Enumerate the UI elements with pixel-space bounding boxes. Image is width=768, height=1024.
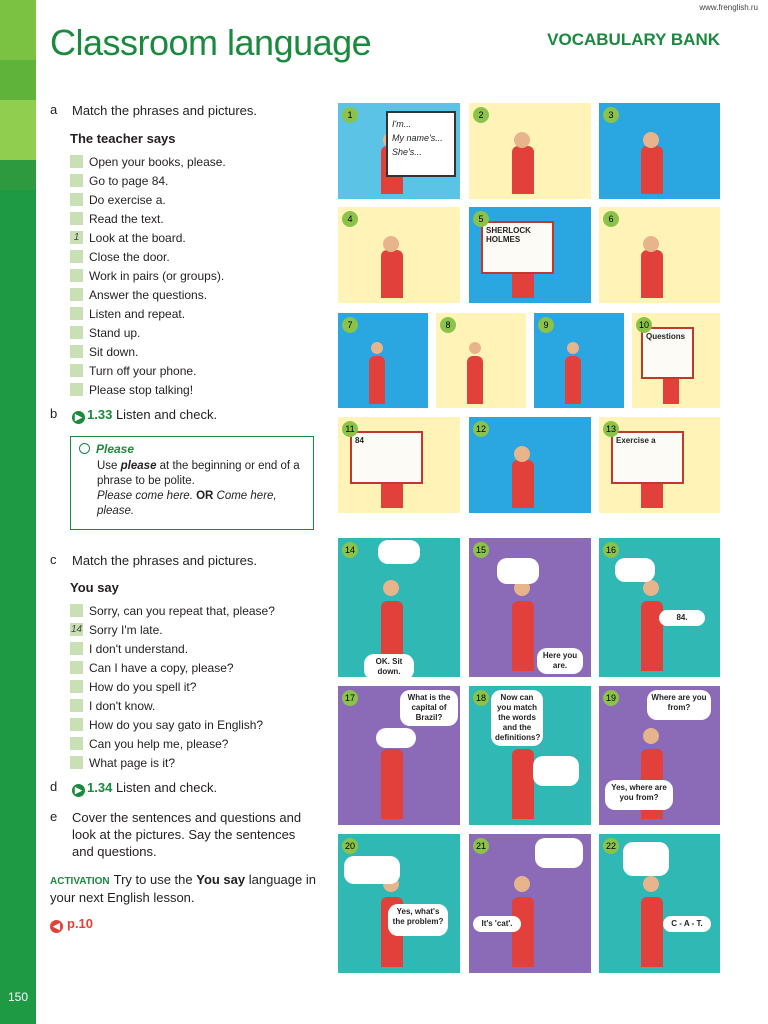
answer-box[interactable] xyxy=(70,604,83,617)
phrase-text: Listen and repeat. xyxy=(89,306,186,321)
audio-track-button[interactable] xyxy=(72,407,112,422)
picture-panel[interactable] xyxy=(599,834,720,973)
tip-text: Use xyxy=(97,460,121,472)
person-head xyxy=(643,132,659,148)
picture-panel[interactable] xyxy=(338,313,428,408)
picture-panel[interactable] xyxy=(469,686,591,825)
audio-track-number: 1.33 xyxy=(87,407,113,422)
phrase-text: Do exercise a. xyxy=(89,192,166,207)
phrase-text: Please stop talking! xyxy=(89,382,194,397)
picture-number: 21 xyxy=(473,838,489,854)
person-head xyxy=(514,876,530,892)
person-figure xyxy=(565,356,581,404)
picture-number: 22 xyxy=(603,838,619,854)
board-line: She's... xyxy=(392,147,422,157)
tip-or: OR xyxy=(192,490,217,502)
phrase-text: Sorry I'm late. xyxy=(89,622,163,637)
person-head xyxy=(514,446,530,462)
speech-bubble: Here you are. xyxy=(537,648,583,674)
phrase-text: Look at the board. xyxy=(89,230,186,245)
speaker-icon: ▶ xyxy=(72,411,85,424)
phrase-text: Can you help me, please? xyxy=(89,736,229,751)
speech-bubble xyxy=(615,558,655,582)
speech-bubble xyxy=(378,540,420,564)
arrow-left-icon: ◀ xyxy=(50,920,63,933)
phrase-item xyxy=(70,171,226,190)
person-head xyxy=(383,580,399,596)
book: SHERLOCK HOLMES xyxy=(481,221,554,274)
answer-box[interactable] xyxy=(70,642,83,655)
person-figure xyxy=(512,601,534,671)
phrase-text: Open your books, please. xyxy=(89,154,226,169)
picture-panel[interactable] xyxy=(599,417,720,513)
phrase-item xyxy=(70,209,226,228)
phrase-text: Sorry, can you repeat that, please? xyxy=(89,603,275,618)
tip-title: Please xyxy=(96,442,135,456)
section-letter: b xyxy=(50,406,58,421)
book: 84 xyxy=(350,431,423,484)
board-line: I'm... xyxy=(392,119,412,129)
picture-panel[interactable] xyxy=(338,538,460,677)
answer-box[interactable] xyxy=(70,212,83,225)
picture-number: 5 xyxy=(473,211,489,227)
phrase-text: What page is it? xyxy=(89,755,176,770)
answer-box[interactable] xyxy=(70,155,83,168)
phrase-text: Work in pairs (or groups). xyxy=(89,268,225,283)
picture-panel[interactable] xyxy=(534,313,624,408)
activation-text: language in your next English lesson. xyxy=(50,872,316,905)
phrase-item xyxy=(70,753,275,772)
picture-number: 19 xyxy=(603,690,619,706)
answer-box[interactable] xyxy=(70,288,83,301)
phrase-item xyxy=(70,639,275,658)
answer-box[interactable] xyxy=(70,680,83,693)
person-figure xyxy=(641,897,663,967)
page-reference-link[interactable] xyxy=(50,916,93,933)
person-figure xyxy=(641,250,663,298)
speech-bubble: Where are you from? xyxy=(647,690,711,720)
phrase-text: I don't know. xyxy=(89,698,156,713)
section-instruction: Match the phrases and pictures. xyxy=(72,103,257,118)
speech-bubble xyxy=(344,856,400,884)
answer-box[interactable] xyxy=(70,661,83,674)
phrase-item xyxy=(70,715,275,734)
picture-number: 9 xyxy=(538,317,554,333)
speech-bubble: 84. xyxy=(659,610,705,626)
picture-number: 15 xyxy=(473,542,489,558)
activation-note xyxy=(50,872,320,906)
speech-bubble: Now can you match the words and the definitions? xyxy=(491,690,543,746)
section-letter: a xyxy=(50,102,58,117)
board-line: My name's... xyxy=(392,133,443,143)
phrase-item xyxy=(70,190,226,209)
activation-bold: You say xyxy=(196,872,246,887)
picture-number: 3 xyxy=(603,107,619,123)
picture-number: 1 xyxy=(342,107,358,123)
picture-number: 18 xyxy=(473,690,489,706)
picture-number: 4 xyxy=(342,211,358,227)
person-head xyxy=(567,342,579,354)
picture-panel[interactable] xyxy=(469,538,591,677)
tip-example: Please come here. xyxy=(97,490,193,502)
picture-panel[interactable] xyxy=(599,103,720,199)
tip-text: at the beginning or end of a phrase to be polite. xyxy=(97,460,300,487)
picture-number: 10 xyxy=(636,317,652,333)
phrase-item xyxy=(70,677,275,696)
person-figure xyxy=(512,897,534,967)
answer-box[interactable] xyxy=(70,718,83,731)
person-head xyxy=(371,342,383,354)
picture-panel[interactable] xyxy=(599,686,720,825)
answer-box[interactable] xyxy=(70,269,83,282)
section-letter: e xyxy=(50,809,58,824)
picture-number: 2 xyxy=(473,107,489,123)
section-instruction: Listen and check. xyxy=(115,780,218,795)
answer-box[interactable] xyxy=(70,345,83,358)
picture-number: 17 xyxy=(342,690,358,706)
whiteboard xyxy=(386,111,456,177)
student-phrases-list xyxy=(70,601,275,772)
picture-number: 16 xyxy=(603,542,619,558)
answer-box[interactable] xyxy=(70,326,83,339)
picture-number: 7 xyxy=(342,317,358,333)
activation-text: Try to use the xyxy=(113,872,197,887)
magnifier-icon xyxy=(79,443,90,454)
section-instruction: Listen and check. xyxy=(115,407,218,422)
person-head xyxy=(469,342,481,354)
picture-number: 13 xyxy=(603,421,619,437)
section-instruction: Match the phrases and pictures. xyxy=(72,553,257,568)
answer-box[interactable] xyxy=(70,174,83,187)
answer-box[interactable]: 1 xyxy=(70,231,83,244)
phrase-text: How do you say gato in English? xyxy=(89,717,264,732)
person-figure xyxy=(381,749,403,819)
phrase-item xyxy=(70,658,275,677)
person-figure xyxy=(467,356,483,404)
picture-panel[interactable] xyxy=(599,538,720,677)
speech-bubble: It's 'cat'. xyxy=(473,916,521,932)
teacher-phrases-list xyxy=(70,152,226,399)
phrase-text: Answer the questions. xyxy=(89,287,208,302)
vocabulary-bank-label: VOCABULARY BANK xyxy=(547,30,720,49)
section-letter: c xyxy=(50,552,57,567)
page-title: Classroom language xyxy=(50,22,372,63)
answer-box[interactable] xyxy=(70,737,83,750)
phrase-text: Can I have a copy, please? xyxy=(89,660,234,675)
person-figure xyxy=(512,460,534,508)
answer-box[interactable] xyxy=(70,756,83,769)
picture-panel[interactable] xyxy=(632,313,720,408)
picture-panel[interactable] xyxy=(338,103,460,199)
person-head xyxy=(643,236,659,252)
speech-bubble xyxy=(533,756,579,786)
picture-number: 20 xyxy=(342,838,358,854)
book: Questions xyxy=(641,327,694,379)
picture-panel[interactable] xyxy=(338,834,460,973)
picture-panel[interactable] xyxy=(469,417,591,513)
phrase-text: Read the text. xyxy=(89,211,164,226)
phrase-item xyxy=(70,266,226,285)
phrase-text: Go to page 84. xyxy=(89,173,169,188)
person-figure xyxy=(641,146,663,194)
phrase-text: Close the door. xyxy=(89,249,170,264)
picture-number: 12 xyxy=(473,421,489,437)
phrase-item xyxy=(70,285,226,304)
phrase-item xyxy=(70,152,226,171)
phrase-text: I don't understand. xyxy=(89,641,189,656)
page-reference: p.10 xyxy=(67,916,94,931)
speech-bubble xyxy=(497,558,539,584)
person-figure xyxy=(369,356,385,404)
speech-bubble: What is the capital of Brazil? xyxy=(400,690,458,726)
phrase-text: Sit down. xyxy=(89,344,139,359)
picture-number: 6 xyxy=(603,211,619,227)
green-side-band xyxy=(0,0,36,1024)
phrase-item xyxy=(70,361,226,380)
phrase-item xyxy=(70,228,226,247)
speech-bubble xyxy=(623,842,669,876)
phrase-item xyxy=(70,247,226,266)
speech-bubble: Yes, what's the problem? xyxy=(388,904,448,936)
speech-bubble: Yes, where are you from? xyxy=(605,780,673,810)
answer-box[interactable] xyxy=(70,383,83,396)
speech-bubble xyxy=(376,728,416,748)
picture-number: 14 xyxy=(342,542,358,558)
person-head xyxy=(643,876,659,892)
picture-panel[interactable] xyxy=(338,686,460,825)
section-instruction: Cover the sentences and questions and look at the pictures. Say the sentences and questions. xyxy=(72,810,302,859)
tip-body xyxy=(97,459,309,519)
person-figure xyxy=(512,146,534,194)
speech-bubble: C - A - T. xyxy=(663,916,711,932)
speaker-icon: ▶ xyxy=(72,784,85,797)
person-head xyxy=(643,728,659,744)
you-say-heading: You say xyxy=(70,580,119,595)
activation-label: ACTIVATION xyxy=(50,876,110,887)
site-url[interactable]: www.frenglish.ru xyxy=(699,3,758,12)
audio-track-button[interactable] xyxy=(72,780,112,795)
answer-box[interactable] xyxy=(70,250,83,263)
picture-number: 11 xyxy=(342,421,358,437)
person-figure xyxy=(381,250,403,298)
please-tip-box xyxy=(70,436,314,530)
person-figure xyxy=(641,601,663,671)
answer-box[interactable] xyxy=(70,364,83,377)
phrase-text: Stand up. xyxy=(89,325,141,340)
tip-example: Come here, please. xyxy=(97,490,277,517)
page-number: 150 xyxy=(8,990,29,1004)
picture-number: 8 xyxy=(440,317,456,333)
section-letter: d xyxy=(50,779,58,794)
picture-panel[interactable] xyxy=(469,207,591,303)
speech-bubble xyxy=(535,838,583,868)
person-figure xyxy=(512,749,534,819)
phrase-item xyxy=(70,380,226,399)
tip-emphasis: please xyxy=(120,460,157,472)
picture-panel[interactable] xyxy=(469,834,591,973)
answer-box[interactable] xyxy=(70,193,83,206)
phrase-item xyxy=(70,734,275,753)
phrase-item xyxy=(70,696,275,715)
answer-box[interactable] xyxy=(70,699,83,712)
picture-panel[interactable] xyxy=(599,207,720,303)
audio-track-number: 1.34 xyxy=(87,780,113,795)
speech-bubble: OK. Sit down. xyxy=(364,654,414,677)
person-head xyxy=(643,580,659,596)
phrase-item xyxy=(70,323,226,342)
phrase-item xyxy=(70,601,275,620)
answer-box[interactable]: 14 xyxy=(70,623,83,635)
person-head xyxy=(383,236,399,252)
picture-panel[interactable] xyxy=(469,103,591,199)
phrase-text: Turn off your phone. xyxy=(89,363,197,378)
picture-panel[interactable] xyxy=(338,417,460,513)
picture-panel[interactable] xyxy=(338,207,460,303)
phrase-text: How do you spell it? xyxy=(89,679,197,694)
phrase-item xyxy=(70,304,226,323)
phrase-item xyxy=(70,342,226,361)
phrase-item xyxy=(70,620,275,639)
answer-box[interactable] xyxy=(70,307,83,320)
book: Exercise a xyxy=(611,431,684,484)
person-head xyxy=(514,132,530,148)
teacher-says-heading: The teacher says xyxy=(70,131,176,146)
picture-panel[interactable] xyxy=(436,313,526,408)
